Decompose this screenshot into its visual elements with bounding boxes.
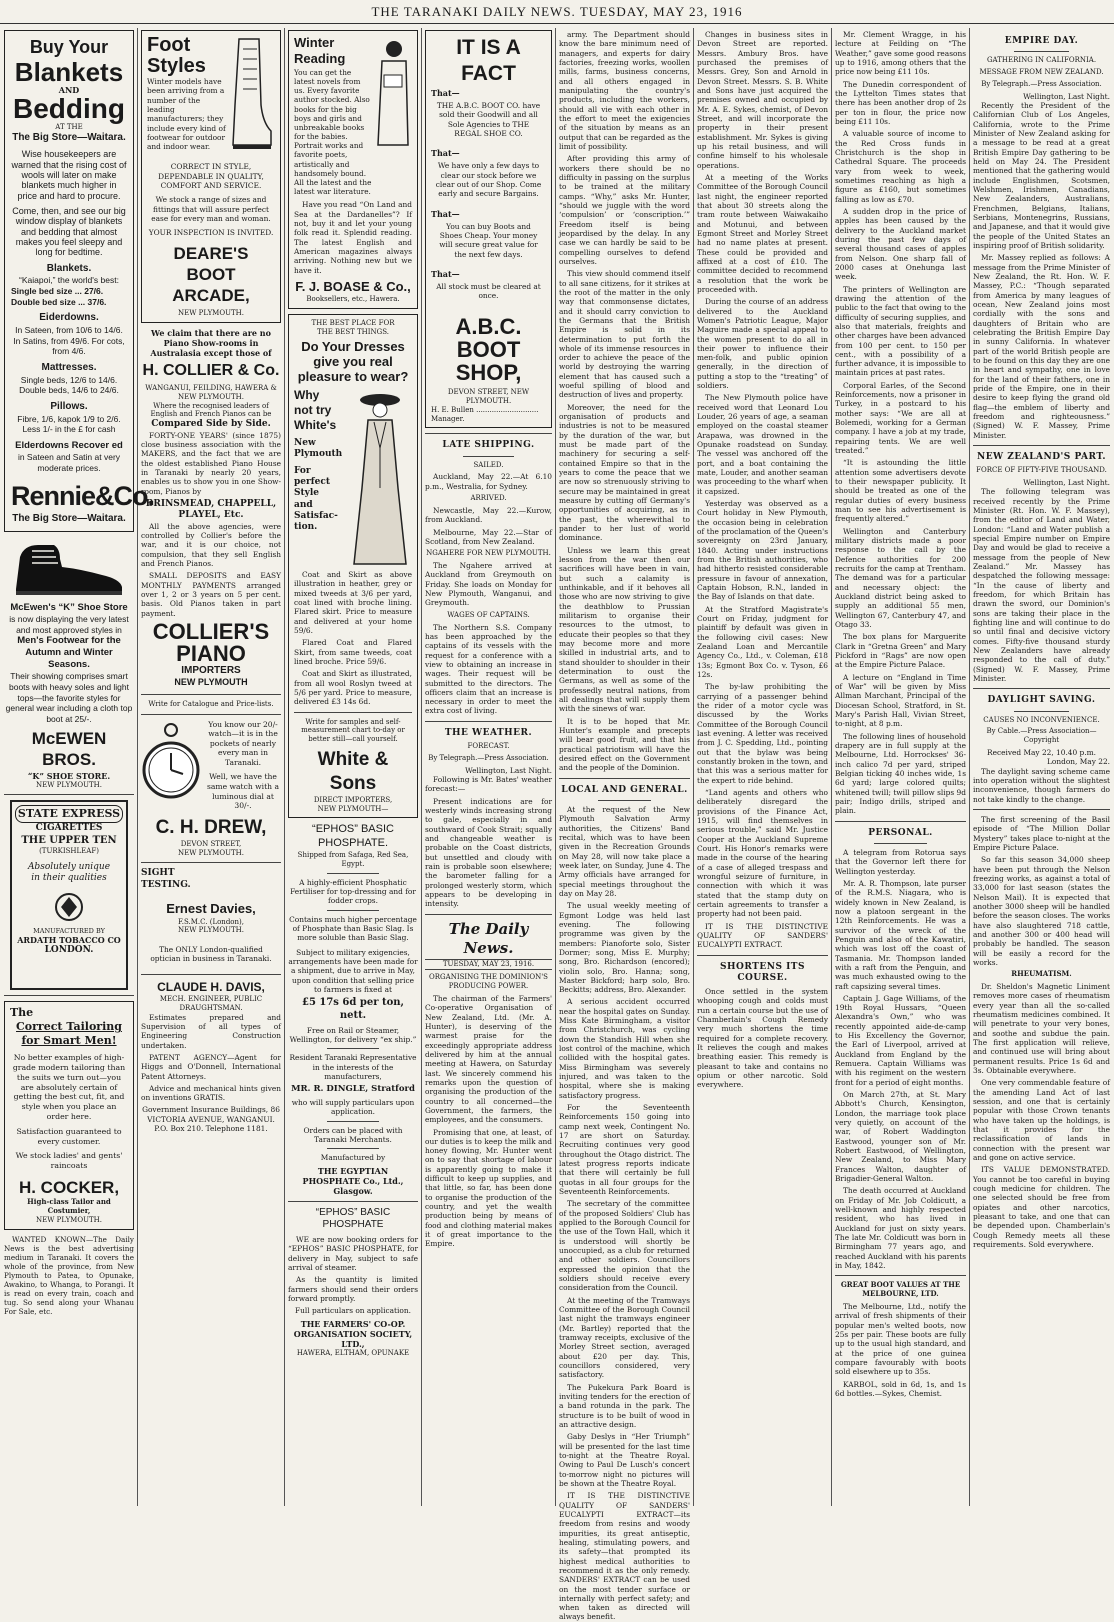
advert-top: THE BEST THINGS. bbox=[316, 328, 390, 336]
article-text: Melbourne, May 22.—Star of Scotland, from New Zealand. bbox=[425, 527, 552, 546]
advert-for: For bbox=[294, 465, 311, 476]
abc-boot-advert bbox=[425, 30, 552, 428]
article-subheading: SAILED. bbox=[473, 460, 504, 469]
advert-for: perfect bbox=[294, 476, 330, 487]
article-heading: PERSONAL. bbox=[868, 827, 933, 838]
advert-heading: “EPHOS” BASIC PHOSPHATE. bbox=[312, 823, 394, 850]
article-subheading: GATHERING IN CALIFORNIA. bbox=[986, 56, 1097, 65]
article-text: The box plans for Marguerite Clark in “Gretna Green” and Mary Pickford in “Rags” are now open at the Empire Picture Palace. bbox=[835, 632, 966, 670]
advert-text: As the quantity is limited farmers should send their orders forward promptly. bbox=[288, 1275, 418, 1303]
advert-text: Write for samples and self-measurement chart to-day or better still—call yourself. bbox=[301, 717, 405, 744]
article-subheading: GREAT BOOT VALUES AT THE MELBOURNE, LTD. bbox=[840, 1280, 961, 1299]
advert-name: H. COCKER, bbox=[18, 1178, 120, 1197]
article-text: At a meeting of the Works Committee of the Borough Council last night, the engineer reported that about 30 streets along the tram route between Waiwakaiho and Motunui, and between Egmont Street and Morley Street had no name plates at present. These could be provided and affixed at a cost of £10. The committee decided to recommend a resolution that the work be proceeded with. bbox=[697, 172, 828, 294]
article-text: IT IS THE DISTINCTIVE QUALITY OF SANDERS' EUCALYPTI EXTRACT. bbox=[697, 921, 828, 950]
advert-name: CLAUDE H. DAVIS, bbox=[157, 979, 265, 994]
advert-text: Coat and Skirt as above illustration in heather, grey or mixed tweeds at 3/6 per yard, coat lined with broche lining. Flared skirt. Price to measure and delivered at your home 59/6. bbox=[294, 569, 412, 635]
phosphate-price: £5 17s 6d per ton, nett. bbox=[301, 997, 404, 1022]
article-text: It is to be hoped that Mr. Hunter's example and precepts will bear good fruit, and that his practical patriotism will have the desired effect on the Government and the people of the Dominion. bbox=[559, 716, 690, 773]
davies-advert bbox=[141, 868, 281, 963]
advert-at: AT THE bbox=[55, 122, 83, 131]
advert-name: PIANO bbox=[176, 640, 246, 666]
advert-text: Satisfaction guaranteed to every customer. bbox=[16, 1126, 122, 1146]
article-text: The death occurred at Auckland on Friday of Mr. Job Coldicutt, a well-known and highly respected resident, who has lived in Auckland for just on sixty years. The late Mr. Coldicutt was born in Birmingham 77 years ago, and reached Auckland with his parents in May, 1842. bbox=[835, 1186, 966, 1271]
article-heading: NEW ZEALAND'S PART. bbox=[976, 451, 1107, 462]
article-heading: EMPIRE DAY. bbox=[1004, 36, 1079, 46]
article-text: “Land agents and others who deliberately disregard the provisions of the Finance Act, 1915, will find themselves in serious trouble,” said Mr. Justice Cooper at the Auckland Supreme Court. His Honor's remarks were made in the course of the hearing of a case of alleged trespass and wrongful seizure of furniture, in connection with which it was stated that the stamp duty on certain agreements to transfer a property had not been paid. bbox=[697, 787, 828, 919]
advert-text: Wise housekeepers are warned that the rising cost of wools will later on make blankets much higher in price and hard to procure. bbox=[11, 149, 127, 201]
advert-sub: DIRECT IMPORTERS, bbox=[313, 795, 393, 804]
advert-heading: for Smart Men! bbox=[21, 1034, 117, 1048]
advert-text: FORTY-ONE YEARS' (since 1875) close business association with the MAKERS, and the fact that we are the oldest established Piano House in Taranaki by nearly 20 years, enables us to show you in one Show-room, Pianos by bbox=[141, 430, 281, 496]
advert-heading: The bbox=[10, 1006, 34, 1020]
advert-name: H. COLLIER & Co. bbox=[142, 361, 280, 379]
editorial-date: TUESDAY, MAY 23, 1916. bbox=[425, 959, 552, 970]
crest-icon bbox=[15, 891, 123, 923]
article-subheading: ORGANISING THE DOMINION'S PRODUCING POWER. bbox=[429, 973, 548, 991]
advert-name: F. J. BOASE & Co., bbox=[295, 279, 411, 294]
phosphate-advert bbox=[288, 823, 418, 1357]
article-text: Mr. A. R. Thompson, late purser of the R.M.S. Niagara, who is widely known in New Zealand, is now a platoon sergeant in the 12th Reinforcements. He was a survivor of the wreck of the Penguin and also of the Kawatiri, which was lost off the coast of Tasmania. Mr. Thompson landed with a raft from the Penguin, and was much exhausted owing to the raft capsizing several times. bbox=[835, 878, 966, 991]
advert-for: Satisfac- bbox=[294, 510, 338, 521]
advert-text: Have you read “On Land and Sea at the Dardanelles”? If not, buy it and let your young folk read it. Splendid reading. The latest English and American magazines always arriving. Nothing new but we have it. bbox=[294, 200, 412, 275]
late-shipping-article bbox=[425, 440, 552, 715]
advert-town: NEW PLYMOUTH. bbox=[36, 1216, 102, 1225]
rennie-advert bbox=[4, 30, 155, 532]
article-text: Once settled in the system whooping cough and colds must run a certain course but the use of Chamberlain's Cough Remedy very much shortens the time required for a complete recovery. It relieves the cough and makes breathing easier. This remedy is pleasant to take and contains no opium or other narcotic. Sold everywhere. bbox=[697, 987, 828, 1090]
article-text: Mr. Massey replied as follows: A message from the Prime Minister of New Zealand, the Rt. Hon. W. F. Massey, P.C.: “Though separated from America by many leagues of ocean, New Zealand joins most cordially with the sons and daughters of Britain who are celebrating the British Empire Day in sunny California. In whatever part of the world British people are to be found on this day they are one in heart and sympathy, one in love for the land of their fathers, one in pride of the Empire, one in their desire to keep flying the grand old flag—the emblem of liberty and freedom and righteousness.” (Signed) W. F. Massey, Prime Minister. bbox=[973, 253, 1110, 440]
product-text: in Sateen and Satin at very moderate prices. bbox=[17, 451, 121, 473]
article-dateline: London, May 22. bbox=[1046, 757, 1110, 767]
article-heading: SHORTENS ITS COURSE. bbox=[720, 961, 805, 983]
column-3 bbox=[288, 30, 418, 1506]
product-text: In Sateen, from 10/6 to 14/6. In Satins, from 49/6. For cots, from 4/6. bbox=[13, 324, 125, 357]
product-heading: Elderdowns Recover ed bbox=[15, 440, 123, 451]
davis-advert bbox=[141, 980, 281, 1134]
advert-text: Government Insurance Buildings, 86 VICTORIA AVENUE, WANGANUI. P.O. Box 210. Telephone 1181. bbox=[142, 1105, 280, 1134]
article-text: A lecture on “England in Time of War” will be given by Miss Allman Marchant, Principal of the Diocesan School, Stratford, in St. Mary's Parish Hall, Vivian Street, to-night, at 8 p.m. bbox=[835, 672, 966, 729]
product-heading: Eiderdowns. bbox=[39, 312, 99, 324]
advert-name: Ernest Davies, bbox=[166, 901, 256, 917]
advert-why: Why bbox=[294, 387, 320, 402]
column-6 bbox=[697, 30, 828, 1506]
advert-top: THE BEST PLACE FOR bbox=[311, 319, 395, 328]
article-text: Gaby Deslys in “Her Triumph” will be presented for the last time to-night at the Theatre Royal. Owing to Paul De Lusch's concert to-morrow night no pictures will be shown at the Theatre Royal. bbox=[559, 1432, 690, 1488]
advert-for: and bbox=[294, 499, 313, 510]
advert-heading: IT IS A FACT bbox=[456, 36, 521, 86]
article-subheading: ARRIVED. bbox=[470, 494, 507, 503]
advert-manager: H. E. Bullen ............................ Manager. bbox=[431, 405, 539, 423]
advert-text: PATENT AGENCY—Agent for Higgs and O'Donnell, International Patent Attorneys. bbox=[141, 1052, 281, 1081]
advert-text: No better examples of high-grade modern tailoring than the suits we turn out—you are absolutely certain of getting the best cut, fit, and style when you place an order here. bbox=[12, 1053, 126, 1121]
article-subheading: NGAHERE FOR NEW PLYMOUTH. bbox=[426, 549, 551, 558]
column-2 bbox=[141, 30, 281, 1506]
article-text: At the meeting of the Tramways Committee of the Borough Council last night the tramways engineer (Mr. Bartley) reported that the tramway receipts, exclusive of the Morley Street section, averaged about £20 per day. This, councillors considered, very satisfactory. bbox=[559, 1295, 690, 1380]
article-text: Yesterday was observed as a Court holiday in New Plymouth, the occasion being in celebration of the proclamation of the Queen's sovereignty on 23rd January, 1840. Acting under instructions from the British authorities, who had hitherto resisted considerable pressure in favour of annexation, Captain Hobson, R.N., landed in the Bay of Islands on that date. bbox=[697, 499, 828, 602]
advert-text: Orders can be placed with Taranaki Merchants. bbox=[303, 1125, 403, 1144]
advert-maker: THE EGYPTIAN PHOSPHATE Co., Ltd., Glasgow. bbox=[302, 1165, 404, 1196]
advert-coop: THE FARMERS' CO-OP. ORGANISATION SOCIETY, LTD., bbox=[293, 1318, 413, 1349]
article-text: The New Plymouth police have received word that Leonard Lou Louder, 26 years of age, a seaman employed on the coastal steamer Arapawa, was drowned in the Opunake roadstead on Sunday. The vessel was anchored off the port, and a boat containing the mate, Louder, and another seaman was proceeding to the wharf when it capsized. bbox=[697, 393, 828, 496]
advert-text: We stock ladies' and gents' raincoats bbox=[15, 1151, 123, 1171]
whites-advert bbox=[288, 314, 418, 818]
article-text: The chairman of the Farmers' Co-operative Organisation of New Zealand, Ltd. (Mr. A. Hunter), is deserving of the warmest praise for the exceedingly appropriate address delivered by him at the annual meeting at Hawera, on Saturday last. We sincerely commend his remarks upon the question of organising the production of the country to all concerned—the Government, the farmers, the employees, and the consumers. bbox=[425, 993, 552, 1125]
advert-text: Write for Catalogue and Price-lists. bbox=[148, 699, 274, 708]
advert-name: C. H. DREW, bbox=[155, 816, 267, 838]
advert-town: NEW PLYMOUTH— bbox=[317, 804, 389, 813]
advert-town: NEW PLYMOUTH. bbox=[178, 848, 244, 857]
article-text: The first screening of the Basil episode of “The Million Dollar Mystery” takes place to-night at the Empire Picture Palace. bbox=[973, 815, 1110, 852]
article-subheading: FORCE OF FIFTY-FIVE THOUSAND. bbox=[976, 466, 1107, 475]
article-text: After providing this army of workers there should be no difficulty in passing on the surplus to be trained at the military camps. “Why,” asks Mr. Hunter, “should we juggle with the word ‘compulsion’ or ‘conscription.’” Freedom itself is being jeopardised by the delay. In any case we can hardly be said to be compelling ourselves to defend ourselves. bbox=[559, 154, 690, 266]
advert-heading: Bedding bbox=[13, 92, 125, 124]
advert-heading: “EPHOS” BASIC PHOSPHATE bbox=[315, 1206, 391, 1231]
article-text: Wellington and Canterbury military districts made a poor response to the call by the Defence authorities for 200 recruits for the camp at Trentham. The demand was for a particular and necessary object: the Auckland district being asked to supply an additional 55 men, Wellington 67, Canterbury 47, and Otago 33. bbox=[835, 526, 966, 630]
product-heading: Blankets. bbox=[46, 262, 92, 274]
cigarette-line: (TURKISHLEAF) bbox=[39, 847, 99, 856]
advert-text: DEVON STREET, bbox=[180, 839, 242, 848]
advert-town: NEW PLYMOUTH bbox=[174, 677, 248, 688]
article-text: The Ngahere arrived at Auckland from Greymouth on Friday. She loads on Monday for New Plymouth, Wanganui, and Greymouth. bbox=[425, 561, 552, 608]
advert-name: ARCADE, bbox=[172, 286, 250, 306]
article-text: One very commendable feature of the amending Land Act of last session, and one that is certainly popular with those Crown tenants who have taken up the holdings, is that it provides for the reclassification of lands in connection with the present war and gone on active service. bbox=[973, 1078, 1110, 1162]
advert-text: You can get the latest novels from us. Every favorite author stocked. Also books for the big boys and girls and unbreakable books for the babies. Portrait works and favorite poets, artistically and handsomely bound. All the latest and the latest war literature. bbox=[294, 67, 372, 197]
article-text: Moreover, the need for the organisation of products and industries is not to be measured by the duration of the war, but must be made part of the machinery for securing a self-contained Empire so that in the years to come the peace that we are now so strenuously striving to secure may be maintained in great measure by cutting off Germany's opportunities of acquiring, as in the past, the wherewithal to pander to her lust of world dominance. bbox=[559, 402, 690, 543]
advert-text: Flared Coat and Flared Skirt, from same tweeds, coat lined broche. Price 59/6. bbox=[294, 638, 412, 666]
article-subheading: CAUSES NO INCONVENIENCE. bbox=[983, 715, 1100, 724]
advert-sub: “K” SHOE STORE. bbox=[27, 770, 111, 781]
article-heading: DAYLIGHT SAVING. bbox=[987, 695, 1096, 706]
advert-text: CORRECT IN STYLE, DEPENDABLE IN QUALITY, COMFORT AND SERVICE. bbox=[158, 162, 264, 190]
advert-why: White's bbox=[294, 417, 337, 432]
price-line: Double bed size ... 37/6. bbox=[11, 296, 107, 307]
advert-text: WE are now booking orders for “EPHOS” BASIC PHOSPHATE, for delivery in May, subject to safe arrival of steamer. bbox=[288, 1235, 418, 1273]
article-text: This view should commend itself to all sane citizens, for it strikes at the root of the matter in the only way that commonsense dictates, and it should carry conviction to the Germans that the British Empire is solid in its determination to put forth the whole of its immense resources in order to achieve the peace of the world by destroying the warring element that has caused such a woeful spilling of blood and destruction of lives and property. bbox=[559, 269, 690, 400]
advert-for: tion. bbox=[294, 522, 318, 533]
advert-heading: Foot bbox=[147, 34, 191, 56]
reading-girl-illustration bbox=[372, 35, 412, 196]
column-rule bbox=[137, 28, 138, 1506]
advert-text: Advice and mechanical hints given on inventions GRATIS. bbox=[141, 1083, 281, 1103]
advert-sub: High-class Tailor and Costumier, bbox=[27, 1197, 111, 1216]
article-text: The printers of Wellington are drawing the attention of the public to the fact that owing to the difficulty of securing supplies, and also that materials, freights and other charges have been advanced from 100 per cent. to 150 per cent., with a possibility of a further advance, it is impossible to maintain prices at past rates. bbox=[835, 284, 966, 378]
pocket-watch-icon bbox=[141, 720, 201, 812]
article-text: The following telegram was received recently by the Prime Minister (Rt. Hon. W. F. Massey), from the editor of Land and Water, London: “Land and Water publish a special Empire number on Empire Day and would be glad to receive a message from the people of New Zealand.” Mr. Massey has despatched the following message: “In the cause of liberty and freedom, for which Britain has drawn the sword, our Dominion's sons are taking their place in the fighting line and will continue to do so until final and decisive victory comes. Fifty-five thousand sturdy New Zealanders have already responded to the call of duty.” (Signed) W. F. Massey, Prime Minister. bbox=[973, 487, 1110, 683]
article-text: The daylight saving scheme came into operation without the slightest inconvenience, though farmers do not take kindly to the change. bbox=[973, 766, 1110, 804]
article-text: KARBOL, sold in 6d, 1s, and 1s 6d bottles.—Sykes, Chemist. bbox=[835, 1379, 966, 1398]
advert-addr: DEVON STREET, NEW PLYMOUTH. bbox=[447, 388, 530, 405]
advert-name: SHOP, bbox=[455, 360, 522, 385]
article-text: The usual weekly meeting of Egmont Lodge was held last evening. The following programme was given by the members: Pianoforte solo, Sister Dormer; song, Miss E. Murphy; song, Bro. Richardson (encored); violin solo, Bro. Hanna; song, Master Bickford; harp solo, Bro. Beckitts; address, Bro. Alexander. bbox=[559, 901, 690, 995]
column-rule bbox=[421, 28, 422, 1506]
cigarette-label: CIGARETTES bbox=[35, 823, 103, 834]
advert-name: DEARE'S bbox=[173, 243, 249, 263]
boot-illustration-icon bbox=[4, 536, 134, 598]
advert-sub: IMPORTERS bbox=[181, 664, 241, 676]
advert-text: You know our 20/- watch—it is in the pockets of nearly every man in Taranaki. bbox=[208, 719, 278, 767]
advert-heading: Buy Your bbox=[29, 37, 109, 57]
article-byline: By Telegraph.—Press Association. bbox=[981, 79, 1102, 88]
advert-heading: SIGHT bbox=[141, 868, 175, 879]
weather-article bbox=[425, 728, 552, 909]
deare-advert bbox=[141, 30, 281, 323]
article-text: Dr. Sheldon's Magnetic Liniment removes more cases of rheumatism every year than all the so-called rheumatism medicines combined. It will penetrate to your very bones, and soothe and subdue the pain. The first application will relieve, and continued use will bring about permanent results. Price 1s 6d and 3s. Obtainable everywhere. bbox=[973, 982, 1110, 1076]
advert-heading: TESTING. bbox=[141, 879, 191, 890]
advert-name: BOOT bbox=[186, 265, 236, 285]
product-heading: Mattresses. bbox=[41, 362, 97, 373]
article-text: A sudden drop in the price of apples has been caused by the delivery to the Auckland market during the past few days of several thousand cases of apples from Nelson. One sharp fall of 2000 cases at Onehunga last week. bbox=[835, 206, 966, 282]
article-text: Changes in business sites in Devon Street are reported. Messrs. Ambury Bros. have purchased the premises of Messrs. Grey, Son and Arnold in Devon Street. Messrs. S. B. White and Sons have just acquired the premises owned and occupied by Mr. A. E. Sykes, chemist, of Devon Street, and will incorporate the property in their present establishment. Mr. Sykes is giving up his retail business, and will confine himself to his wholesale operations. bbox=[697, 30, 828, 170]
advert-text: Contains much higher percentage of Phosphate than Basic Slag. Is more soluble than Basic Slag. bbox=[289, 914, 417, 943]
advert-place: Plymouth bbox=[294, 449, 343, 460]
advert-text: SMALL DEPOSITS and EASY MONTHLY PAYMENTS arranged over 1, 2 or 3 years on 5 per cent. basis. Old Pianos taken in part payment. bbox=[141, 571, 281, 618]
advert-heading: Winter Reading bbox=[294, 35, 346, 67]
advert-name: McEWEN BROS. bbox=[31, 728, 107, 770]
advert-sub: MECH. ENGINEER, PUBLIC DRAUGHTSMAN. bbox=[159, 994, 263, 1012]
price-line: Single bed size ... 27/6. bbox=[11, 285, 104, 296]
article-text: A telegram from Rotorua says that the Governor left there for Wellington yesterday. bbox=[835, 847, 966, 876]
column-7 bbox=[835, 30, 966, 1506]
article-dateline: Wellington, Last Night. bbox=[1023, 91, 1110, 101]
advert-text: is now displaying the very latest and most approved styles in bbox=[9, 613, 129, 635]
article-text: Corporal Earles, of the Second Reinforcements, now a prisoner in Turkey, in a postcard to his mother says: “We are all at Bolemedi, working for a German company. I have a job at my trade, repairing tents. We are well treated.” bbox=[835, 380, 966, 456]
cocker-advert bbox=[4, 1001, 134, 1229]
advert-name: A.B.C. BOOT bbox=[455, 313, 522, 362]
advert-text: Compared Side by Side. bbox=[151, 419, 271, 430]
advert-text: Subject to military exigencies, arrangements have been made for a shipment, due to arrive in May, upon condition that selling price to farmers is fixed at bbox=[288, 947, 418, 995]
article-text: The following lines of household drapery are in full supply at the Melbourne, Ltd. Horrockses' 36-inch calico 7d per yard, striped Belgian ticking 40 inches wide, 1s 6d yard; large colored quilts; whitened twill; twill pillow slips 9d pair; Indigo drills, striped and plain. bbox=[835, 731, 966, 816]
article-text: Recently the President of the Californian Club of Los Angeles, California, wrote to the Prime Minister of New Zealand asking for a message to be read at a great British Empire Day gathering to be held on May 24. The President mentioned that the gathering would include Englishmen, Scotsmen, Welshmen, Irishmen, Canadians, New Zealanders, Australians, Frenchmen, Belgians, Italians, Serbians, Montenegrins, Russians, and Japanese, and that it would give the people of the United States an inspiring proof of British solidarity. bbox=[973, 101, 1110, 251]
article-text: Mr. Clement Wragge, in his lecture at Feilding on “The Weather,” gave some good reasons up to 1916, among others that the price now being £11 10s. bbox=[835, 30, 966, 77]
cigarette-maker: ARDATH TOBACCO CO bbox=[17, 934, 121, 945]
article-text: The Pukekura Park Board is inviting tenders for the erection of a band rotunda in the park. The structure is to be built of wood in an attractive design. bbox=[559, 1382, 690, 1429]
article-text: Captain J. Gage Williams, of the 19th Royal Hussars, “Queen Alexandra's Own,” who was recently appointed aide-de-camp to His Excellency the Governor, the Earl of Liverpool, arrived at Auckland from England by the Remuera. Captain Williams was with his regiment on the western front for a period of eight months. bbox=[835, 993, 966, 1087]
column-rule bbox=[555, 28, 556, 1506]
article-text: The secretary of the committee of the proposed Soldiers' Club has applied to the Borough Council for the use of the Town Hall, which it is understood will shortly be unoccupied, as a club for returned and other soldiers. Councillors expressed the opinion that the soldiers should receive every consideration from the Council. bbox=[559, 1199, 690, 1293]
article-text: IT IS THE DISTINCTIVE QUALITY OF SANDERS' EUCALYPTI EXTRACT—its freedom from resins and woody impurities, its great antiseptic, healing, stimulating powers, and its safety—that prompted its highest medical authorities to recommend it as the only remedy. SANDERS' EXTRACT can be used on the most tender surface or internally with perfect safety; and when taken as directed will always benefit. bbox=[559, 1491, 690, 1622]
article-text: A serious accident occurred near the hospital gates on Sunday. Miss Kate Birmingham, a visitor from Christchurch, was cycling down the Standish Hill when she lost control of the machine, which collided with the hospital gates. Miss Birmingham was severely injured, and was taken to the hospital, where she is making satisfactory progress. bbox=[559, 997, 690, 1100]
advert-and: AND bbox=[58, 84, 80, 95]
article-text: The Dunedin correspondent of the Lyttelton Times states that there has been another drop of 2s per ton in flour, the price now being £11 10s. bbox=[835, 79, 966, 126]
cigarette-line: Absolutely unique in their qualities bbox=[27, 862, 111, 884]
advert-heading: Correct Tailoring bbox=[16, 1020, 122, 1034]
product-heading: Pillows. bbox=[50, 401, 88, 412]
cigarette-line: THE UPPER TEN bbox=[21, 834, 117, 846]
advert-town: NEW PLYMOUTH. bbox=[178, 926, 244, 935]
article-received: Received May 22, 10.40 p.m. bbox=[987, 748, 1096, 758]
article-subheading: FORECAST. bbox=[467, 742, 510, 751]
advert-text: Winter models have been arriving from a number of the leading manufacturers; they include every kind of footwear for outdoor and indoor wear. bbox=[147, 77, 226, 152]
article-text: For the Seventeenth Reinforcements 150 going into camp next week, Contingent No. 17 are short on Saturday. Recruiting continues very good throughout the Otago district. The latest progress reports indicate that there will certainly be full quotas in all four groups for the Seventeenth Reinforcements. bbox=[559, 1103, 690, 1197]
article-text: So far this season 34,000 sheep have been put through the Nelson freezing works, as against a total of 33,000 for last season (states the Nelson Mail). It is expected that another 3000 sheep will be handled before the season closes. The works have also slaughtered 718 cattle, and another 300 or 400 head will probably be handled. The season will be easily a record for the works. bbox=[973, 855, 1110, 967]
advert-why: not try bbox=[294, 402, 332, 417]
article-heading: THE WEATHER. bbox=[444, 727, 533, 738]
article-subheading: WAGES OF CAPTAINS. bbox=[447, 610, 530, 619]
article-text: The Northern S.S. Company has been approached by the captains of its vessels with the request for a conference with a view to obtaining an increase in wages. Their request will be submitted to the directors. The officers claim that an increase is necessary in order to meet the extra cost of living. bbox=[425, 622, 552, 716]
article-dateline: Wellington, Last Night. bbox=[465, 765, 552, 775]
advert-text: WANGANUI, FEILDING, HAWERA & NEW PLYMOUTH. bbox=[145, 384, 277, 401]
advert-makers: PLAYEL, Etc. bbox=[178, 510, 244, 521]
advert-text: We have only a few days to clear our stock before we clear out of our Shop. Come early and secure Bargains. bbox=[435, 161, 542, 199]
article-text: army. The Department should know the bare minimum need of managers, and experts for dairy factories, freezing works, woollen mills, farms, business concerns, and all others engaged in manipulating the country's products, including the workers, should all vie with each other in the effort to meet the exigencies of the situation by means as an output that can be regarded as the limit of possibility. bbox=[559, 30, 690, 151]
advert-text: The ONLY London-qualified optician in business in Taranaki. bbox=[150, 945, 272, 964]
editorial-masthead: The Daily News. bbox=[448, 919, 529, 957]
article-dateline: Wellington, Last Night. bbox=[1023, 478, 1110, 488]
product-text: “Kaiapoi,” the world's best: bbox=[19, 275, 119, 286]
column-8 bbox=[973, 30, 1110, 1506]
article-text: Following is Mr. Bates' weather forecast:— bbox=[425, 775, 552, 794]
advert-text: THE A.B.C. BOOT CO. have sold their Goodwill and all Sole Agencies to THE REGAL SHOE CO. bbox=[436, 100, 541, 138]
product-text: Single beds, 12/6 to 14/6. Double beds, 14/6 to 24/6. bbox=[19, 374, 119, 396]
article-text: During the course of an address delivered to the Auckland Women's Patriotic League, Major Maguire made a special appeal to the women present to do all in their power to influence their men-folk, and public opinion generally, in the direction of putting a stop to the “treating” of soldiers. bbox=[697, 297, 828, 391]
column-rule bbox=[831, 28, 832, 1506]
advert-text: Well, we have the same watch with a luminous dial at 30/-. bbox=[207, 772, 279, 811]
article-text: Promising that one, at least, of our duties is to keep the milk and honey flowing, Mr. Hunter went on to say that shortage of labour is apparently going to make it difficult to keep up supplies, and that little, so far, has been done to organise the production of the country, and yet the wealth production being by means of food and clothing material makes it of great importance to the Empire. bbox=[425, 1127, 552, 1249]
article-text: A valuable source of income to the Red Cross funds in Christchurch is the shop in Cathedral Square. The proceeds vary from week to week, sometimes reaching as high a figure as £160, but sometimes falling as low as £70. bbox=[835, 129, 966, 204]
article-text: ITS VALUE DEMONSTRATED. You cannot be too careful in buying cough medicine for children. The one selected should be free from opiates and other narcotics, pleasant to take, and one that can be depended upon. Chamberlain's Cough Remedy meets all these requirements. Sold everywhere. bbox=[973, 1165, 1110, 1249]
article-heading: LATE SHIPPING. bbox=[442, 440, 535, 451]
advert-text: Manufactured by bbox=[320, 1153, 386, 1163]
advert-town: NEW PLYMOUTH. bbox=[36, 780, 102, 789]
advert-text: A highly-efficient Phosphatic Fertiliser for top-dressing and for fodder crops. bbox=[290, 877, 416, 906]
advert-text: Full particulars on application. bbox=[295, 1306, 411, 1316]
store-name: The Big Store—Waitara. bbox=[12, 131, 126, 143]
article-text: Present indications are for westerly winds increasing strong to gale, especially in and southward of Cook Strait; squally and changeable weather is probable on the Coast districts, but unsettled and cloudy with rain is probable soon elsewhere; the barometer falling for a prolonged westerly storm, which appears to be developing in intensity. bbox=[425, 796, 552, 909]
advert-makers: BRINSMEAD, CHAPPELL, bbox=[145, 498, 277, 509]
article-text: Newcastle, May 22.—Kurow, from Auckland. bbox=[425, 505, 552, 525]
advert-coop-towns: HAWERA, ELTHAM, OPUNAKE bbox=[296, 1348, 410, 1357]
advert-that: That— bbox=[431, 148, 460, 159]
editorial-article bbox=[425, 920, 552, 1249]
lady-in-coat-illustration bbox=[346, 388, 412, 570]
article-text: At the request of the New Plymouth Salvation Army authorities, the Citizens' Band recital, which was to have been given in the Recreation Grounds on May 28, will now take place a week later, on Sunday, June 4. The Army officials have arranged for special meetings throughout the day on May 28. bbox=[559, 804, 690, 898]
article-byline: By Telegraph.—Press Association. bbox=[428, 753, 549, 762]
advert-text: You can buy Boots and Shoes Cheap. Your money will secure great value for the next few days. bbox=[439, 221, 538, 259]
advert-town: NEW PLYMOUTH. bbox=[178, 308, 244, 317]
boot-illustration-icon bbox=[229, 35, 275, 157]
article-text: “It is astounding the little attention some advertisers devote to their newspaper publicity. It should be treated as one of the regular duties of every business man to see his advertisement is frequently altered.” bbox=[835, 458, 966, 524]
advert-name: White & Sons bbox=[317, 748, 389, 794]
boase-advert bbox=[288, 30, 418, 309]
advert-rep: MR. R. DINGLE, Stratford bbox=[291, 1084, 415, 1095]
mcewen-advert bbox=[4, 602, 134, 790]
advert-text: Free on Rail or Steamer, Wellington, for delivery “ex ship.” bbox=[289, 1025, 417, 1044]
advert-heading: McEwen's “K” Shoe Store bbox=[10, 601, 128, 613]
advert-sub: F.S.M.C. (London), bbox=[178, 917, 244, 926]
advert-text: Shipped from Safaga, Red Sea, Egypt. bbox=[297, 851, 409, 869]
article-heading: LOCAL AND GENERAL. bbox=[561, 784, 688, 795]
advert-text: Men's Footwear for the Autumn and Winter Seasons. bbox=[17, 635, 121, 671]
cigarette-packet-illustration bbox=[10, 800, 128, 990]
column-4 bbox=[425, 30, 552, 1506]
column-rule bbox=[693, 28, 694, 1506]
advert-that: That— bbox=[431, 269, 460, 280]
advert-that: That— bbox=[431, 208, 460, 219]
advert-heading: Blankets bbox=[14, 56, 124, 87]
advert-text: Coat and Skirt as illustrated, from all wool Roslyn tweed at 5/6 per yard. Price to measure, delivered £3 14s 6d. bbox=[294, 669, 412, 707]
article-text: Auckland, May 22.—At 6.10 p.m., Westralia, for Sydney. bbox=[425, 472, 552, 491]
advert-text: All stock must be cleared at once. bbox=[436, 282, 541, 301]
column-rule bbox=[969, 28, 970, 1506]
column-rule bbox=[284, 28, 285, 1506]
article-subheading: RHEUMATISM. bbox=[1011, 969, 1072, 979]
article-text: Unless we learn this great lesson from the war then our sacrifices will have been in vain, but such a calamity is unthinkable, and if it behoves all those who are now striving to give the deathblow to Prussian militarism to organise their resources to the utmost, to educate their peoples so that they may become more and more skilled in industrial arts, and to stand shoulder to shoulder in their determination to oust the Germans, as well as some of the professedly neutral nations, from all dealings that will supply them with the sinews of war. bbox=[559, 545, 690, 714]
advert-text: YOUR INSPECTION IS INVITED. bbox=[148, 228, 274, 238]
product-text: Fibre, 1/6, kapok 1/9 to 2/6. Less 1/- in the £ for cash bbox=[17, 413, 121, 435]
cigarette-made: MANUFACTURED BY bbox=[33, 926, 105, 935]
wanted-known-notice: WANTED KNOWN—The Daily News is the best advertising medium in Taranaki. It covers the whole of the province, from New Plymouth to Patea, to Opunake, Awakino, to Whanga, to Porangi. It is read on every train, coach and tug. So send along your Whanau For Sale, etc. bbox=[4, 1234, 134, 1317]
advert-place: New bbox=[294, 437, 316, 448]
advert-text: Their showing comprises smart boots with heavy soles and light tops—the favorite styles for general wear including a cloth top boot at 25/-. bbox=[5, 671, 133, 725]
advert-text: We claim that there are no Piano Show-rooms in Australasia except those of bbox=[150, 327, 272, 358]
advert-heading: Styles bbox=[147, 55, 206, 77]
advert-text: Estimates prepared and Supervision of all types of Engineering Construction undertaken. bbox=[141, 1012, 281, 1050]
advert-text: Resident Taranaki Representative in the interests of the manufacturers, bbox=[289, 1053, 417, 1081]
column-1 bbox=[4, 30, 155, 1506]
rennie-logo: Rennie&Co. bbox=[11, 481, 155, 512]
store-name: The Big Store—Waitara. bbox=[12, 513, 126, 525]
advert-text: All the above agencies, were controlled by Collier's before the war, and it is our choice, not compulsion, that they sell English and French Pianos. bbox=[141, 521, 281, 568]
article-text: On March 27th, at St. Mary Abbott's Church, Kensington, London, the marriage took place very quietly, on account of the war, of Robert Waddington Eastwood, younger son of Mr. Robert Eastwood, of Wellington, New Zealand, to Miss Mary Frances Walton, daughter of Brigadier-General Walton. bbox=[835, 1090, 966, 1184]
article-text: At the Stratford Magistrate's Court on Friday, judgment for plaintiff by default was given in the following civil cases: New Zealand Loan and Mercantile Agency Co., Ltd., v. Coleman, £18 13s; Egmont Box Co. v. Tyson, £6 12s. bbox=[697, 604, 828, 679]
advert-name: COLLIER'S bbox=[152, 618, 270, 644]
cigarette-brand: STATE EXPRESS bbox=[15, 805, 123, 823]
column-5 bbox=[559, 30, 690, 1622]
advert-text: Come, then, and see our big window display of blankets and bedding that almost makes you feel sleepy and long for bedtime. bbox=[12, 205, 126, 258]
advert-text: Where the recognised leaders of English and French Pianos can be bbox=[150, 401, 272, 419]
newspaper-masthead: THE TARANAKI DAILY NEWS. TUESDAY, MAY 23, 1916 bbox=[0, 0, 1114, 24]
advert-sub: Booksellers, etc., Hawera. bbox=[306, 295, 400, 304]
article-text: The Melbourne, Ltd., notify the arrival of fresh shipments of their popular men's welted boots, now 25s per pair. These boots are fully up to the usual high standard, and at the price of one guinea compare favourably with boots sold elsewhere up to 35s. bbox=[835, 1301, 966, 1377]
advert-text: who will supply particulars upon application. bbox=[291, 1097, 415, 1117]
article-byline: By Cable.—Press Association—Copyright bbox=[986, 727, 1097, 745]
collier-advert bbox=[141, 328, 281, 709]
advert-text: We stock a range of sizes and fittings that will assure perfect ease for every man and woman. bbox=[151, 195, 271, 223]
advert-heading: Do Your Dresses give you real pleasure to wear? bbox=[297, 338, 409, 384]
drew-advert bbox=[141, 720, 281, 812]
advert-for: Style bbox=[294, 488, 320, 499]
advert-that: That— bbox=[431, 87, 460, 98]
article-text: The by-law prohibiting the carrying of a passenger behind the rider of a motor cycle was discussed by the Works Committee of the Borough Council last evening. A letter was received from J. C. Spedding, Ltd., pointing out that the bylaw was being constantly broken in the town, and that this was a serious matter for the expert to ride behind. bbox=[697, 682, 828, 785]
article-subheading: MESSAGE FROM NEW ZEALAND. bbox=[979, 68, 1104, 77]
cigarette-city: LONDON. bbox=[44, 945, 94, 955]
